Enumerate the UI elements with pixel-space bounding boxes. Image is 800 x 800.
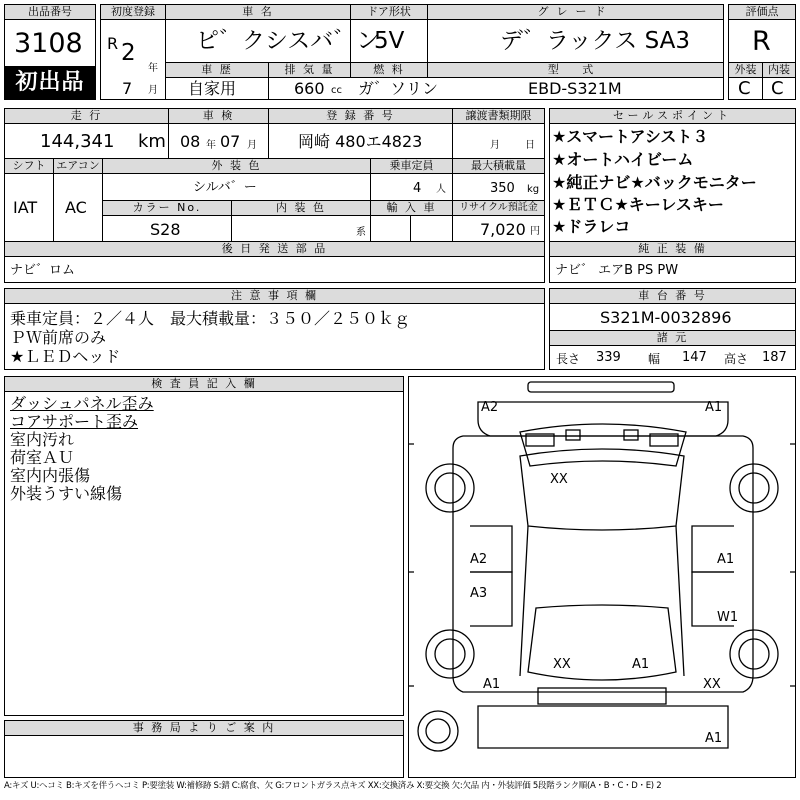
genuine-value: ナビ゛ エアB PS PW xyxy=(555,263,679,278)
score-value: R xyxy=(752,26,771,57)
height-value: 187 xyxy=(762,350,787,365)
model-value: EBD-S321M xyxy=(528,79,622,98)
inspector-line: 室内内張傷 xyxy=(10,466,91,485)
notes-label: 注 意 事 項 欄 xyxy=(4,288,545,304)
transfer-label: 譲渡書類期限 xyxy=(452,108,545,124)
car-name-value: ピ゛クシスバ゛ン xyxy=(196,28,380,54)
inspection-month: 07 xyxy=(220,132,241,151)
later-parts-label: 後 日 発 送 部 品 xyxy=(4,241,545,257)
sales-point-item: ★ＥＴＣ★キーレスキー xyxy=(552,195,724,214)
inspector-line: コアサポート歪み xyxy=(10,412,139,431)
mileage-value: 144,341 xyxy=(40,131,115,152)
inspector-line: ダッシュパネル歪み xyxy=(10,394,154,413)
width-value: 147 xyxy=(682,350,707,365)
sales-points-label: セールスポイント xyxy=(549,108,796,124)
mileage-unit: km xyxy=(138,131,166,152)
ext-score-label: 外装 xyxy=(728,62,763,78)
transfer-day-unit: 日 xyxy=(525,140,535,151)
int-score-label: 内装 xyxy=(762,62,796,78)
max-load-unit: kg xyxy=(527,184,540,195)
color-no-label: カラー No. xyxy=(102,200,232,216)
first-reg-year-unit: 年 xyxy=(148,63,158,74)
inspector-line: 外装うすい線傷 xyxy=(10,484,123,503)
mark-windshield: XX xyxy=(550,472,568,487)
inspector-line: 室内汚れ xyxy=(10,430,75,449)
mark-rear-right: XX xyxy=(703,677,721,692)
color-no-value: S28 xyxy=(150,220,181,239)
aircon-value: AC xyxy=(65,198,87,217)
history-label: 車 歴 xyxy=(165,62,269,78)
grade-value: デ゛ラックス SA3 xyxy=(500,28,691,54)
transfer-month-unit: 月 xyxy=(490,140,500,151)
sales-point-item: ★ドラレコ xyxy=(552,217,631,236)
mark-front-right: A1 xyxy=(705,400,723,415)
notes-line: ★ＬＥＤヘッド xyxy=(10,347,121,366)
capacity-unit: 人 xyxy=(436,184,446,195)
model-label: 型 式 xyxy=(427,62,724,78)
recycle-value: 7,020 xyxy=(480,220,526,239)
max-load-value: 350 xyxy=(490,181,515,196)
inspection-label: 車 検 xyxy=(168,108,269,124)
inspection-year-unit: 年 xyxy=(206,140,216,151)
displacement-unit: cc xyxy=(331,85,342,96)
notes-line: 乗車定員：２／４人 最大積載量：３５０／２５０ｋｇ xyxy=(10,309,411,328)
first-reg-year: 2 xyxy=(121,40,136,66)
capacity-label: 乗車定員 xyxy=(370,158,453,174)
mark-front-left: A2 xyxy=(481,400,499,415)
sales-point-item: ★スマートアシスト３ xyxy=(552,127,709,146)
aircon-label: エアコン xyxy=(53,158,103,174)
legend-text: A:キズ U:ヘコミ B:キズを伴うヘコミ P:要塗装 W:補修跡 S:錆 C:腐食、欠 G:フロントガラス点キズ XX:交換済み X:要交換 欠:欠品 内・外装評価 5段階ランク順(A・B・C・D・E) 2 xyxy=(4,781,662,791)
capacity-value: 4 xyxy=(413,181,422,196)
chassis-label: 車 台 番 号 xyxy=(549,288,796,304)
mark-right-front-door: A1 xyxy=(717,552,735,567)
fuel-value: ガ゛ソリン xyxy=(358,79,439,98)
mark-rear-glass-right: A1 xyxy=(632,657,650,672)
lot-label: 出品番号 xyxy=(4,4,96,20)
shift-label: シフト xyxy=(4,158,54,174)
fuel-label: 燃 料 xyxy=(350,62,428,78)
displacement-label: 排 気 量 xyxy=(268,62,351,78)
recycle-label: リサイクル預託金 xyxy=(452,200,545,216)
mark-right-rear-door: W1 xyxy=(717,610,739,625)
ext-color-label: 外 装 色 xyxy=(102,158,371,174)
inspector-label: 検 査 員 記 入 欄 xyxy=(4,376,404,392)
int-score-value: C xyxy=(771,78,784,99)
chassis-value: S321M-0032896 xyxy=(600,308,732,327)
ext-score-value: C xyxy=(738,78,751,99)
shift-value: IAT xyxy=(13,198,38,217)
mark-left-rear-door: A3 xyxy=(470,586,488,601)
first-reg-month: 7 xyxy=(122,79,133,98)
height-label: 高さ xyxy=(724,352,749,366)
max-load-label: 最大積載量 xyxy=(452,158,545,174)
plate-value: 岡崎 480エ4823 xyxy=(298,132,423,151)
first-reg-month-unit: 月 xyxy=(148,85,158,96)
mark-rear-glass-left: XX xyxy=(553,657,571,672)
lot-number: 3108 xyxy=(14,28,83,59)
ext-color-value: シルバ゛ー xyxy=(193,180,257,195)
office-label: 事 務 局 よ り ご 案 内 xyxy=(4,720,404,736)
length-value: 339 xyxy=(596,350,621,365)
first-reg-label: 初度登録 xyxy=(100,4,166,20)
dims-label: 諸 元 xyxy=(549,330,796,346)
mark-rear-bumper: A1 xyxy=(705,731,723,746)
mark-left-front-door: A2 xyxy=(470,552,488,567)
door-label: ドア形状 xyxy=(350,4,428,20)
history-value: 自家用 xyxy=(188,79,237,98)
sales-point-item: ★オートハイビーム xyxy=(552,150,694,169)
score-label: 評価点 xyxy=(728,4,796,20)
recycle-unit: 円 xyxy=(530,226,540,237)
length-label: 長さ xyxy=(556,352,581,366)
mileage-label: 走 行 xyxy=(4,108,169,124)
inspection-year: 08 xyxy=(180,132,201,151)
door-value: 5V xyxy=(374,28,405,54)
inspection-month-unit: 月 xyxy=(247,140,257,151)
sales-point-item: ★純正ナビ★バックモニター xyxy=(552,173,757,192)
car-name-label: 車 名 xyxy=(165,4,351,20)
info-grid xyxy=(4,108,545,242)
mark-rear-left: A1 xyxy=(483,677,501,692)
genuine-label: 純 正 装 備 xyxy=(549,241,796,257)
import-label: 輸 入 車 xyxy=(370,200,453,216)
int-color-unit: 系 xyxy=(356,227,366,238)
plate-label: 登 録 番 号 xyxy=(268,108,453,124)
later-parts-value: ナビ゛ロム xyxy=(10,263,76,278)
int-color-label: 内 装 色 xyxy=(231,200,371,216)
car-diagram xyxy=(408,376,796,778)
grade-label: グレード xyxy=(427,4,724,20)
width-label: 幅 xyxy=(648,352,661,366)
notes-line: ＰＷ前席のみ xyxy=(10,328,107,347)
first-listing-badge: 初出品 xyxy=(5,66,95,99)
displacement-value: 660 xyxy=(294,79,325,98)
first-reg-era: R xyxy=(107,34,119,53)
inspector-line: 荷室ＡＵ xyxy=(10,448,75,467)
